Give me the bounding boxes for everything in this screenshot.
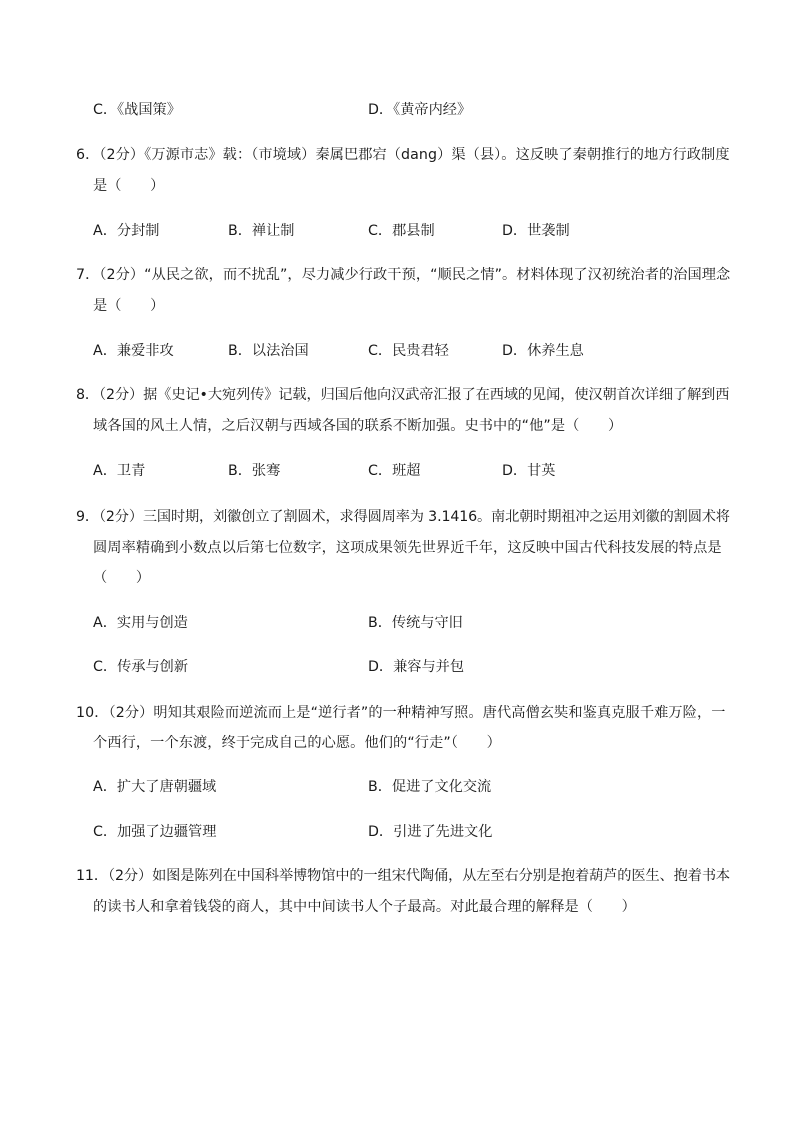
q9-option-a[interactable]: A．实用与创造 (93, 615, 188, 631)
q6-option-c[interactable]: C．郡县制 (368, 223, 435, 239)
q9-stem-line3: （ ） (93, 570, 151, 586)
q5-option-d[interactable]: D．《黄帝内经》 (368, 102, 472, 118)
q10-stem-line2: 个西行，一个东渡，终于完成自己的心愿。他们的“行走”（ ） (93, 735, 501, 751)
q9-stem-line1: 9．（2分）三国时期，刘徽创立了割圆术，求得圆周率为 3.1416。南北朝时期祖冲之运用刘徽的割圆术将 (76, 509, 730, 525)
q7-option-c[interactable]: C．民贵君轻 (368, 343, 449, 359)
q8-option-a[interactable]: A．卫青 (93, 463, 146, 479)
q10-option-a[interactable]: A．扩大了唐朝疆域 (93, 779, 217, 795)
q10-option-c[interactable]: C．加强了边疆管理 (93, 824, 217, 840)
q10-option-b[interactable]: B．促进了文化交流 (368, 779, 492, 795)
q9-option-c[interactable]: C．传承与创新 (93, 659, 189, 675)
q11-stem-line2: 的读书人和拿着钱袋的商人，其中中间读书人个子最高。对此最合理的解释是（ ） (93, 899, 636, 915)
q8-stem-line2: 域各国的风土人情，之后汉朝与西域各国的联系不断加强。史书中的“他”是（ ） (93, 418, 623, 434)
q8-option-c[interactable]: C．班超 (368, 463, 421, 479)
q7-option-d[interactable]: D．休养生息 (502, 343, 584, 359)
q8-option-b[interactable]: B．张骞 (228, 463, 281, 479)
q7-stem-line2: 是（ ） (93, 298, 165, 314)
q9-option-d[interactable]: D．兼容与并包 (368, 659, 465, 675)
q7-option-b[interactable]: B．以法治国 (228, 343, 309, 359)
q9-option-b[interactable]: B．传统与守旧 (368, 615, 463, 631)
q8-stem-line1: 8．（2分）据《史记•大宛列传》记载，归国后他向汉武帝汇报了在西域的见闻，使汉朝首次详细了解到西 (76, 387, 730, 403)
q6-option-b[interactable]: B．禅让制 (228, 223, 295, 239)
q6-option-a[interactable]: A．分封制 (93, 223, 160, 239)
q5-option-c[interactable]: C．《战国策》 (93, 102, 181, 118)
q6-stem-line2: 是（ ） (93, 178, 165, 194)
q6-stem-line1: 6．（2分）《万源市志》载：（市境域）秦属巴郡宕（dang）渠（县）。这反映了秦朝推行的地方行政制度 (76, 147, 730, 163)
q7-option-a[interactable]: A．兼爱非攻 (93, 343, 174, 359)
q8-option-d[interactable]: D．甘英 (502, 463, 556, 479)
q11-stem-line1: 11．（2分）如图是陈列在中国科举博物馆中的一组宋代陶俑，从左至右分别是抱着葫芦的医生、抱着书本 (76, 868, 731, 884)
q10-stem-line1: 10．（2分）明知其艰险而逆流而上是“逆行者”的一种精神写照。唐代高僧玄奘和鉴真克服千难万险，一 (76, 705, 726, 721)
q7-stem-line1: 7．（2分）“从民之欲，而不扰乱”，尽力减少行政干预，“顺民之情”。材料体现了汉初统治者的治国理念 (76, 267, 731, 283)
q10-option-d[interactable]: D．引进了先进文化 (368, 824, 493, 840)
q9-stem-line2: 圆周率精确到小数点以后第七位数字，这项成果领先世界近千年，这反映中国古代科技发展的特点是 (93, 540, 722, 556)
q6-option-d[interactable]: D．世袭制 (502, 223, 570, 239)
